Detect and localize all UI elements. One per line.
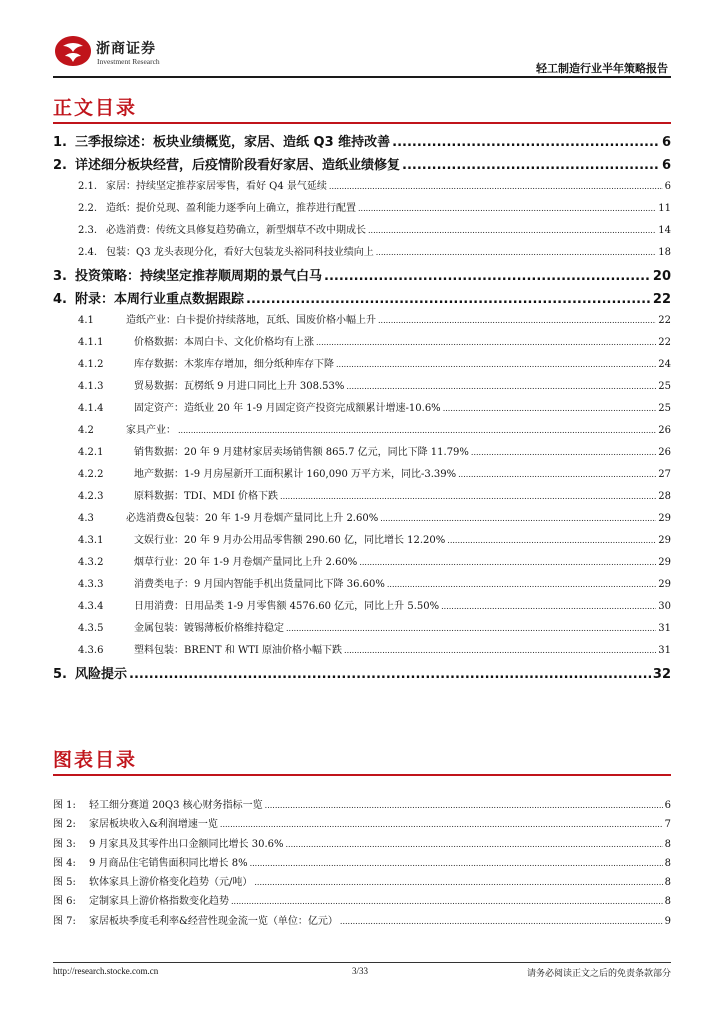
- entry-number: 2.: [53, 158, 67, 173]
- dot-leader: [286, 840, 663, 849]
- entry-page-number: 25: [658, 403, 671, 414]
- entry-text: 必选消费：传统文具修复趋势确立，新型烟草不改中期成长: [106, 225, 366, 236]
- entry-page-number: 31: [658, 645, 671, 656]
- entry-page-number: 28: [658, 491, 671, 502]
- toc-entry[interactable]: [53, 333, 671, 355]
- entry-text: 9 月商品住宅销售面积同比增长 8%: [89, 857, 248, 869]
- entry-page-number: 8: [664, 838, 671, 850]
- dot-leader: [178, 426, 656, 435]
- dot-leader: [329, 182, 663, 191]
- dot-leader: [359, 558, 656, 567]
- entry-page-number: 7: [664, 819, 671, 831]
- entry-page-number: 30: [658, 601, 671, 612]
- entry-text: 包装：Q3 龙头表现分化，看好大包装龙头裕同科技业绩向上: [106, 247, 374, 258]
- entry-page-number: 29: [658, 579, 671, 590]
- entry-number: 4.1.2: [78, 359, 104, 370]
- entry-text: 价格数据：本周白卡、文化价格均有上涨: [134, 337, 314, 348]
- dot-leader: [280, 492, 656, 501]
- dot-leader: [250, 859, 663, 868]
- report-title: 轻工制造行业半年策略报告: [536, 62, 668, 75]
- entry-number: 4.3.3: [78, 579, 104, 590]
- entry-text: 造纸：提价兑现、盈利能力逐季向上确立，推荐进行配置: [106, 203, 356, 214]
- entry-number: 4.2.2: [78, 469, 104, 480]
- footer-divider: [53, 962, 671, 963]
- entry-text: 详述细分板块经营，后疫情阶段看好家居、造纸业绩修复: [75, 158, 401, 173]
- entry-page-number: 6: [664, 181, 671, 192]
- toc-entry[interactable]: [53, 597, 671, 619]
- figure-entry[interactable]: [53, 854, 671, 873]
- toc-entry[interactable]: [53, 465, 671, 487]
- toc-title-divider: [53, 122, 671, 124]
- logo-chinese-name: 浙商证券: [96, 41, 156, 57]
- entry-text: 投资策略：持续坚定推荐顺周期的景气白马: [75, 269, 323, 284]
- dot-leader: [246, 292, 651, 307]
- entry-page-number: 6: [661, 135, 671, 150]
- dot-leader: [458, 470, 656, 479]
- entry-number: 4.3: [78, 513, 94, 524]
- entry-text: 固定资产：造纸业 20 年 1-9 月固定资产投资完成额累计增速-10.6%: [134, 403, 441, 414]
- dot-leader: [441, 602, 656, 611]
- figure-entry[interactable]: [53, 815, 671, 834]
- entry-page-number: 9: [664, 915, 671, 927]
- entry-page-number: 25: [658, 381, 671, 392]
- toc-entry[interactable]: [53, 243, 671, 265]
- dot-leader: [447, 536, 656, 545]
- figures-title-divider: [53, 774, 671, 776]
- entry-number: 1.: [53, 135, 67, 150]
- entry-page-number: 22: [658, 315, 671, 326]
- entry-page-number: 8: [664, 857, 671, 869]
- company-logo-icon: [53, 34, 93, 68]
- page-header: [0, 0, 724, 80]
- dot-leader: [358, 204, 656, 213]
- entry-page-number: 29: [658, 513, 671, 524]
- entry-text: 塑料包装：BRENT 和 WTI 原油价格小幅下跌: [134, 645, 343, 656]
- entry-page-number: 27: [658, 469, 671, 480]
- toc-entry[interactable]: [53, 311, 671, 333]
- toc-title: 正文目录: [53, 97, 138, 119]
- entry-page-number: 29: [658, 535, 671, 546]
- entry-page-number: 26: [658, 447, 671, 458]
- dot-leader: [129, 667, 651, 682]
- entry-number: 4.3.6: [78, 645, 104, 656]
- entry-page-number: 20: [652, 269, 671, 284]
- dot-leader: [340, 917, 663, 926]
- toc-entry[interactable]: [53, 399, 671, 421]
- entry-number: 4.3.5: [78, 623, 104, 634]
- entry-number: 4.1.3: [78, 381, 104, 392]
- entry-text: 软体家具上游价格变化趋势（元/吨）: [89, 877, 253, 889]
- toc-entry[interactable]: [53, 509, 671, 531]
- entry-text: 文娱行业：20 年 9 月办公用品零售额 290.60 亿，同比增长 12.20%: [134, 535, 446, 546]
- entry-number: 图 7:: [53, 915, 76, 927]
- entry-page-number: 8: [664, 896, 671, 908]
- entry-number: 4.1.4: [78, 403, 104, 414]
- toc-entry[interactable]: [53, 154, 671, 177]
- toc-list: [53, 131, 671, 686]
- dot-leader: [387, 580, 656, 589]
- toc-entry[interactable]: [53, 199, 671, 221]
- figure-entry[interactable]: [53, 835, 671, 854]
- entry-number: 2.2.: [78, 203, 98, 214]
- toc-entry[interactable]: [53, 288, 671, 311]
- toc-entry[interactable]: [53, 575, 671, 597]
- dot-leader: [443, 404, 657, 413]
- entry-text: 9 月家具及其零件出口金额同比增长 30.6%: [89, 838, 284, 850]
- entry-number: 2.4.: [78, 247, 98, 258]
- toc-entry[interactable]: [53, 177, 671, 199]
- toc-entry[interactable]: [53, 355, 671, 377]
- dot-leader: [316, 338, 656, 347]
- dot-leader: [380, 514, 656, 523]
- toc-entry[interactable]: [53, 487, 671, 509]
- dot-leader: [220, 820, 663, 829]
- toc-entry[interactable]: [53, 619, 671, 641]
- toc-entry[interactable]: [53, 131, 671, 154]
- dot-leader: [368, 226, 656, 235]
- entry-page-number: 31: [658, 623, 671, 634]
- entry-text: 金属包装：镀锡薄板价格维持稳定: [134, 623, 284, 634]
- entry-number: 2.3.: [78, 225, 98, 236]
- toc-entry[interactable]: [53, 377, 671, 399]
- entry-page-number: 8: [664, 877, 671, 889]
- entry-text: 日用消费：日用品类 1-9 月零售额 4576.60 亿元，同比上升 5.50%: [134, 601, 440, 612]
- entry-page-number: 11: [658, 203, 671, 214]
- dot-leader: [346, 382, 656, 391]
- entry-text: 烟草行业：20 年 1-9 月卷烟产量同比上升 2.60%: [134, 557, 358, 568]
- figures-title: 图表目录: [53, 749, 138, 771]
- dot-leader: [392, 135, 660, 150]
- header-divider: [53, 76, 671, 78]
- dot-leader: [344, 646, 656, 655]
- toc-entry[interactable]: [53, 663, 671, 686]
- dot-leader: [376, 248, 657, 257]
- entry-page-number: 24: [658, 359, 671, 370]
- toc-entry[interactable]: [53, 221, 671, 243]
- footer-disclaimer: 请务必阅读正文之后的免责条款部分: [526, 969, 671, 979]
- entry-number: 图 4:: [53, 857, 76, 869]
- entry-page-number: 14: [658, 225, 671, 236]
- entry-text: 地产数据：1-9 月房屋新开工面积累计 160,090 万平方米，同比-3.39%: [134, 469, 457, 480]
- entry-text: 库存数据：木浆库存增加，细分纸种库存下降: [134, 359, 334, 370]
- entry-page-number: 22: [658, 337, 671, 348]
- entry-page-number: 6: [661, 158, 671, 173]
- entry-number: 4.2.3: [78, 491, 104, 502]
- entry-text: 家居：持续坚定推荐家居零售，看好 Q4 景气延续: [106, 181, 327, 192]
- entry-page-number: 26: [658, 425, 671, 436]
- entry-page-number: 18: [658, 247, 671, 258]
- entry-page-number: 22: [652, 292, 671, 307]
- entry-text: 附录：本周行业重点数据跟踪: [75, 292, 245, 307]
- entry-number: 4.1.1: [78, 337, 104, 348]
- figure-entry[interactable]: [53, 912, 671, 931]
- entry-text: 风险提示: [75, 667, 128, 682]
- figures-list: [53, 796, 671, 931]
- entry-number: 4.: [53, 292, 67, 307]
- figure-entry[interactable]: [53, 892, 671, 911]
- entry-number: 4.3.4: [78, 601, 104, 612]
- entry-number: 图 5:: [53, 877, 76, 889]
- dot-leader: [254, 878, 662, 887]
- entry-number: 3.: [53, 269, 67, 284]
- entry-number: 4.2: [78, 425, 94, 436]
- entry-text: 轻工细分赛道 20Q3 核心财务指标一览: [89, 800, 263, 811]
- toc-entry[interactable]: [53, 531, 671, 553]
- entry-number: 图 6:: [53, 896, 76, 908]
- dot-leader: [265, 801, 663, 810]
- toc-entry[interactable]: [53, 421, 671, 443]
- entry-text: 家具产业：: [126, 425, 176, 436]
- toc-entry[interactable]: [53, 641, 671, 663]
- entry-text: 三季报综述：板块业绩概览，家居、造纸 Q3 维持改善: [75, 135, 391, 150]
- dot-leader: [286, 624, 656, 633]
- entry-page-number: 6: [664, 800, 671, 811]
- entry-text: 销售数据：20 年 9 月建材家居卖场销售额 865.7 亿元，同比下降 11.79%: [134, 447, 469, 458]
- entry-number: 2.1.: [78, 181, 98, 192]
- footer-page-number: 3/33: [352, 966, 369, 976]
- figure-entry[interactable]: [53, 873, 671, 892]
- entry-text: 贸易数据：瓦楞纸 9 月进口同比上升 308.53%: [134, 381, 345, 392]
- entry-text: 定制家具上游价格指数变化趋势: [89, 896, 229, 908]
- entry-number: 5.: [53, 667, 67, 682]
- entry-number: 图 3:: [53, 838, 76, 850]
- entry-text: 造纸产业：白卡提价持续落地，瓦纸、国废价格小幅上升: [126, 315, 376, 326]
- entry-number: 4.3.2: [78, 557, 104, 568]
- entry-number: 图 2:: [53, 819, 76, 831]
- logo-english-name: Investment Research: [97, 57, 160, 66]
- entry-number: 4.1: [78, 315, 94, 326]
- entry-text: 消费类电子：9 月国内智能手机出货量同比下降 36.60%: [134, 579, 385, 590]
- dot-leader: [402, 158, 660, 173]
- entry-page-number: 32: [652, 667, 671, 682]
- footer-url-link[interactable]: http://research.stocke.com.cn: [53, 966, 159, 976]
- entry-number: 4.3.1: [78, 535, 104, 546]
- entry-page-number: 29: [658, 557, 671, 568]
- toc-entry[interactable]: [53, 553, 671, 575]
- dot-leader: [471, 448, 656, 457]
- entry-text: 家居板块收入&利润增速一览: [89, 819, 218, 831]
- entry-text: 必选消费&包装：20 年 1-9 月卷烟产量同比上升 2.60%: [126, 513, 379, 524]
- toc-entry[interactable]: [53, 443, 671, 465]
- dot-leader: [378, 316, 656, 325]
- entry-text: 家居板块季度毛利率&经营性现金流一览（单位：亿元）: [89, 915, 338, 927]
- entry-text: 原料数据：TDI、MDI 价格下跌: [134, 491, 279, 502]
- dot-leader: [324, 269, 651, 284]
- dot-leader: [336, 360, 656, 369]
- entry-number: 4.2.1: [78, 447, 104, 458]
- toc-entry[interactable]: [53, 265, 671, 288]
- dot-leader: [231, 897, 663, 906]
- entry-number: 图 1:: [53, 800, 76, 811]
- figure-entry[interactable]: [53, 796, 671, 815]
